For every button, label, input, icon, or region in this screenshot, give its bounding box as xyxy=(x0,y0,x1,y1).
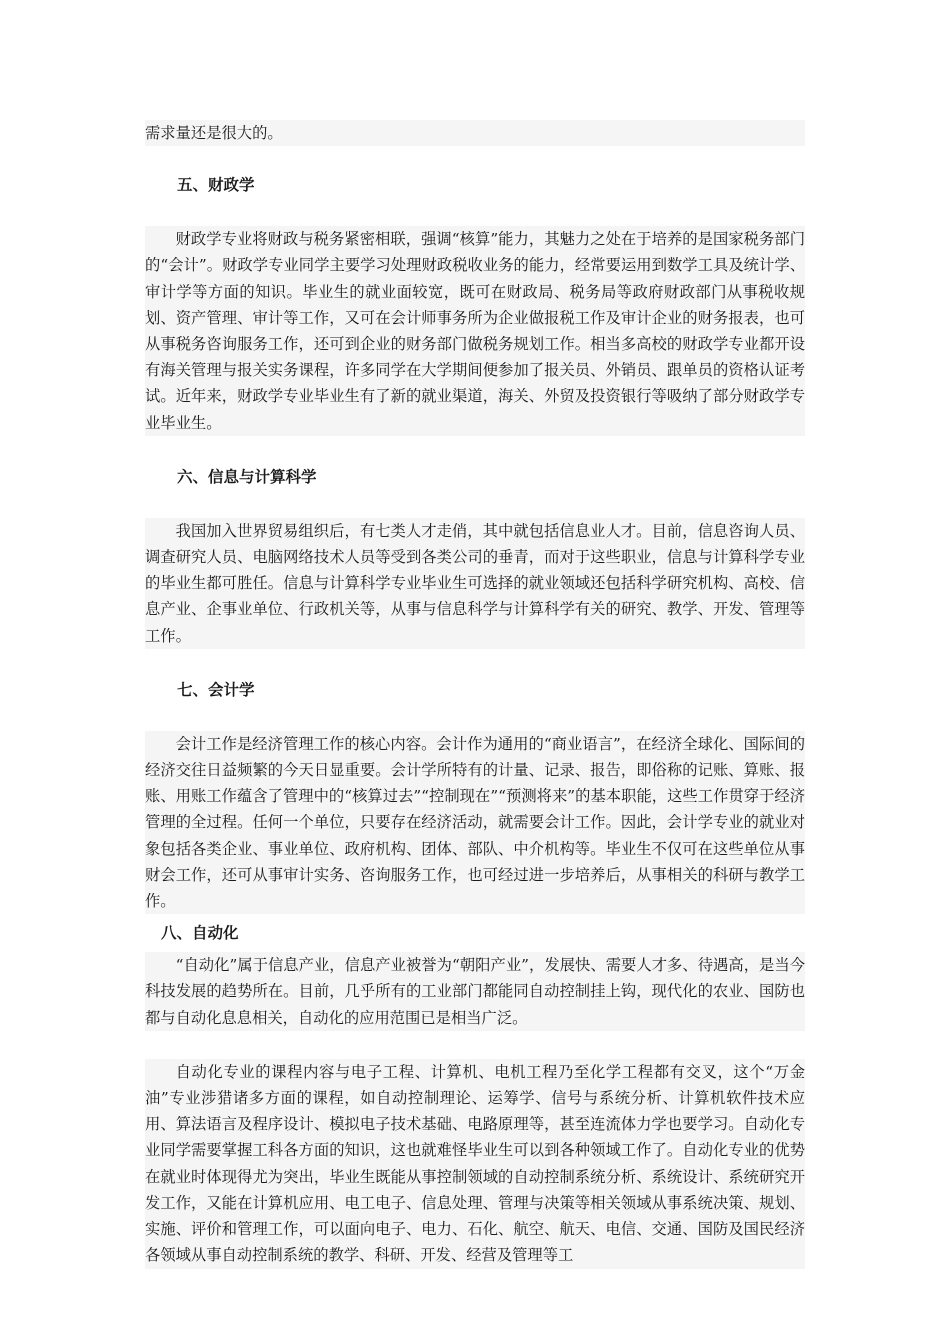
text-block xyxy=(145,952,805,1031)
section-heading-finance: 五、财政学 xyxy=(177,176,255,195)
section-paragraph-automation-1: “自动化”属于信息产业，信息产业被誉为“朝阳产业”，发展快、需要人才多、待遇高，是当今科技发展的趋势所在。目前，几乎所有的工业部门都能同自动控制挂上钩，现代化的农业、国防也都与自动化息息相关，自动化的应用范围已是相当广泛。 xyxy=(145,956,805,1027)
section-heading-accounting: 七、会计学 xyxy=(177,680,255,699)
section-paragraph-info-computing: 我国加入世界贸易组织后，有七类人才走俏，其中就包括信息业人才。目前，信息咨询人员、调查研究人员、电脑网络技术人员等受到各类公司的垂青，而对于这些职业，信息与计算科学专业的毕业生都可胜任。信息与计算科学专业毕业生可选择的就业领域还包括科学研究机构、高校、信息产业、企事业单位、行政机关等，从事与信息科学与计算科学有关的研究、教学、开发、管理等工作。 xyxy=(145,521,805,645)
text-block xyxy=(145,226,805,436)
section-heading-info-computing: 六、信息与计算科学 xyxy=(177,467,317,486)
document-page xyxy=(145,120,805,1269)
text-block xyxy=(145,120,805,146)
text-block xyxy=(145,518,805,649)
section-heading-automation: 八、自动化 xyxy=(161,924,239,943)
text-block xyxy=(145,1059,805,1269)
text-block xyxy=(145,731,805,914)
section-paragraph-accounting: 会计工作是经济管理工作的核心内容。会计作为通用的“商业语言”，在经济全球化、国际间的经济交往日益频繁的今天日显重要。会计学所特有的计量、记录、报告，即俗称的记账、算账、报账、用账工作蕴含了管理中的“核算过去”“控制现在”“预测将来”的基本职能，这些工作贯穿于经济管理的全过程。任何一个单位，只要存在经济活动，就需要会计工作。因此，会计学专业的就业对象包括各类企业、事业单位、政府机构、团体、部队、中介机构等。毕业生不仅可在这些单位从事财会工作，还可从事审计实务、咨询服务工作，也可经过进一步培养后，从事相关的科研与教学工作。 xyxy=(145,734,805,911)
section-paragraph-automation-2: 自动化专业的课程内容与电子工程、计算机、电机工程乃至化学工程都有交叉，这个“万金油”专业涉猎诸多方面的课程，如自动控制理论、运筹学、信号与系统分析、计算机软件技术应用、算法语言及程序设计、模拟电子技术基础、电路原理等，甚至连流体力学也要学习。自动化专业同学需要掌握工科各方面的知识，这也就难怪毕业生可以到各种领域工作了。自动化专业的优势在就业时体现得尤为突出，毕业生既能从事控制领域的自动控制系统分析、系统设计、系统研究开发工作，又能在计算机应用、电工电子、信息处理、管理与决策等相关领域从事系统决策、规划、实施、评价和管理工作，可以面向电子、电力、石化、航空、航天、电信、交通、国防及国民经济各领域从事自动控制系统的教学、科研、开发、经营及管理等工 xyxy=(145,1062,805,1265)
section-paragraph-finance: 财政学专业将财政与税务紧密相联，强调“核算”能力，其魅力之处在于培养的是国家税务部门的“会计”。财政学专业同学主要学习处理财政税收业务的能力，经常要运用到数学工具及统计学、审计学等方面的知识。毕业生的就业面较宽，既可在财政局、税务局等政府财政部门从事税收规划、资产管理、审计等工作，又可在会计师事务所为企业做报税工作及审计企业的财务报表，也可从事税务咨询服务工作，还可到企业的财务部门做税务规划工作。相当多高校的财政学专业都开设有海关管理与报关实务课程，许多同学在大学期间便参加了报关员、外销员、跟单员的资格认证考试。近年来，财政学专业毕业生有了新的就业渠道，海关、外贸及投资银行等吸纳了部分财政学专业毕业生。 xyxy=(145,230,805,432)
intro-tail-paragraph: 需求量还是很大的。 xyxy=(145,124,283,142)
